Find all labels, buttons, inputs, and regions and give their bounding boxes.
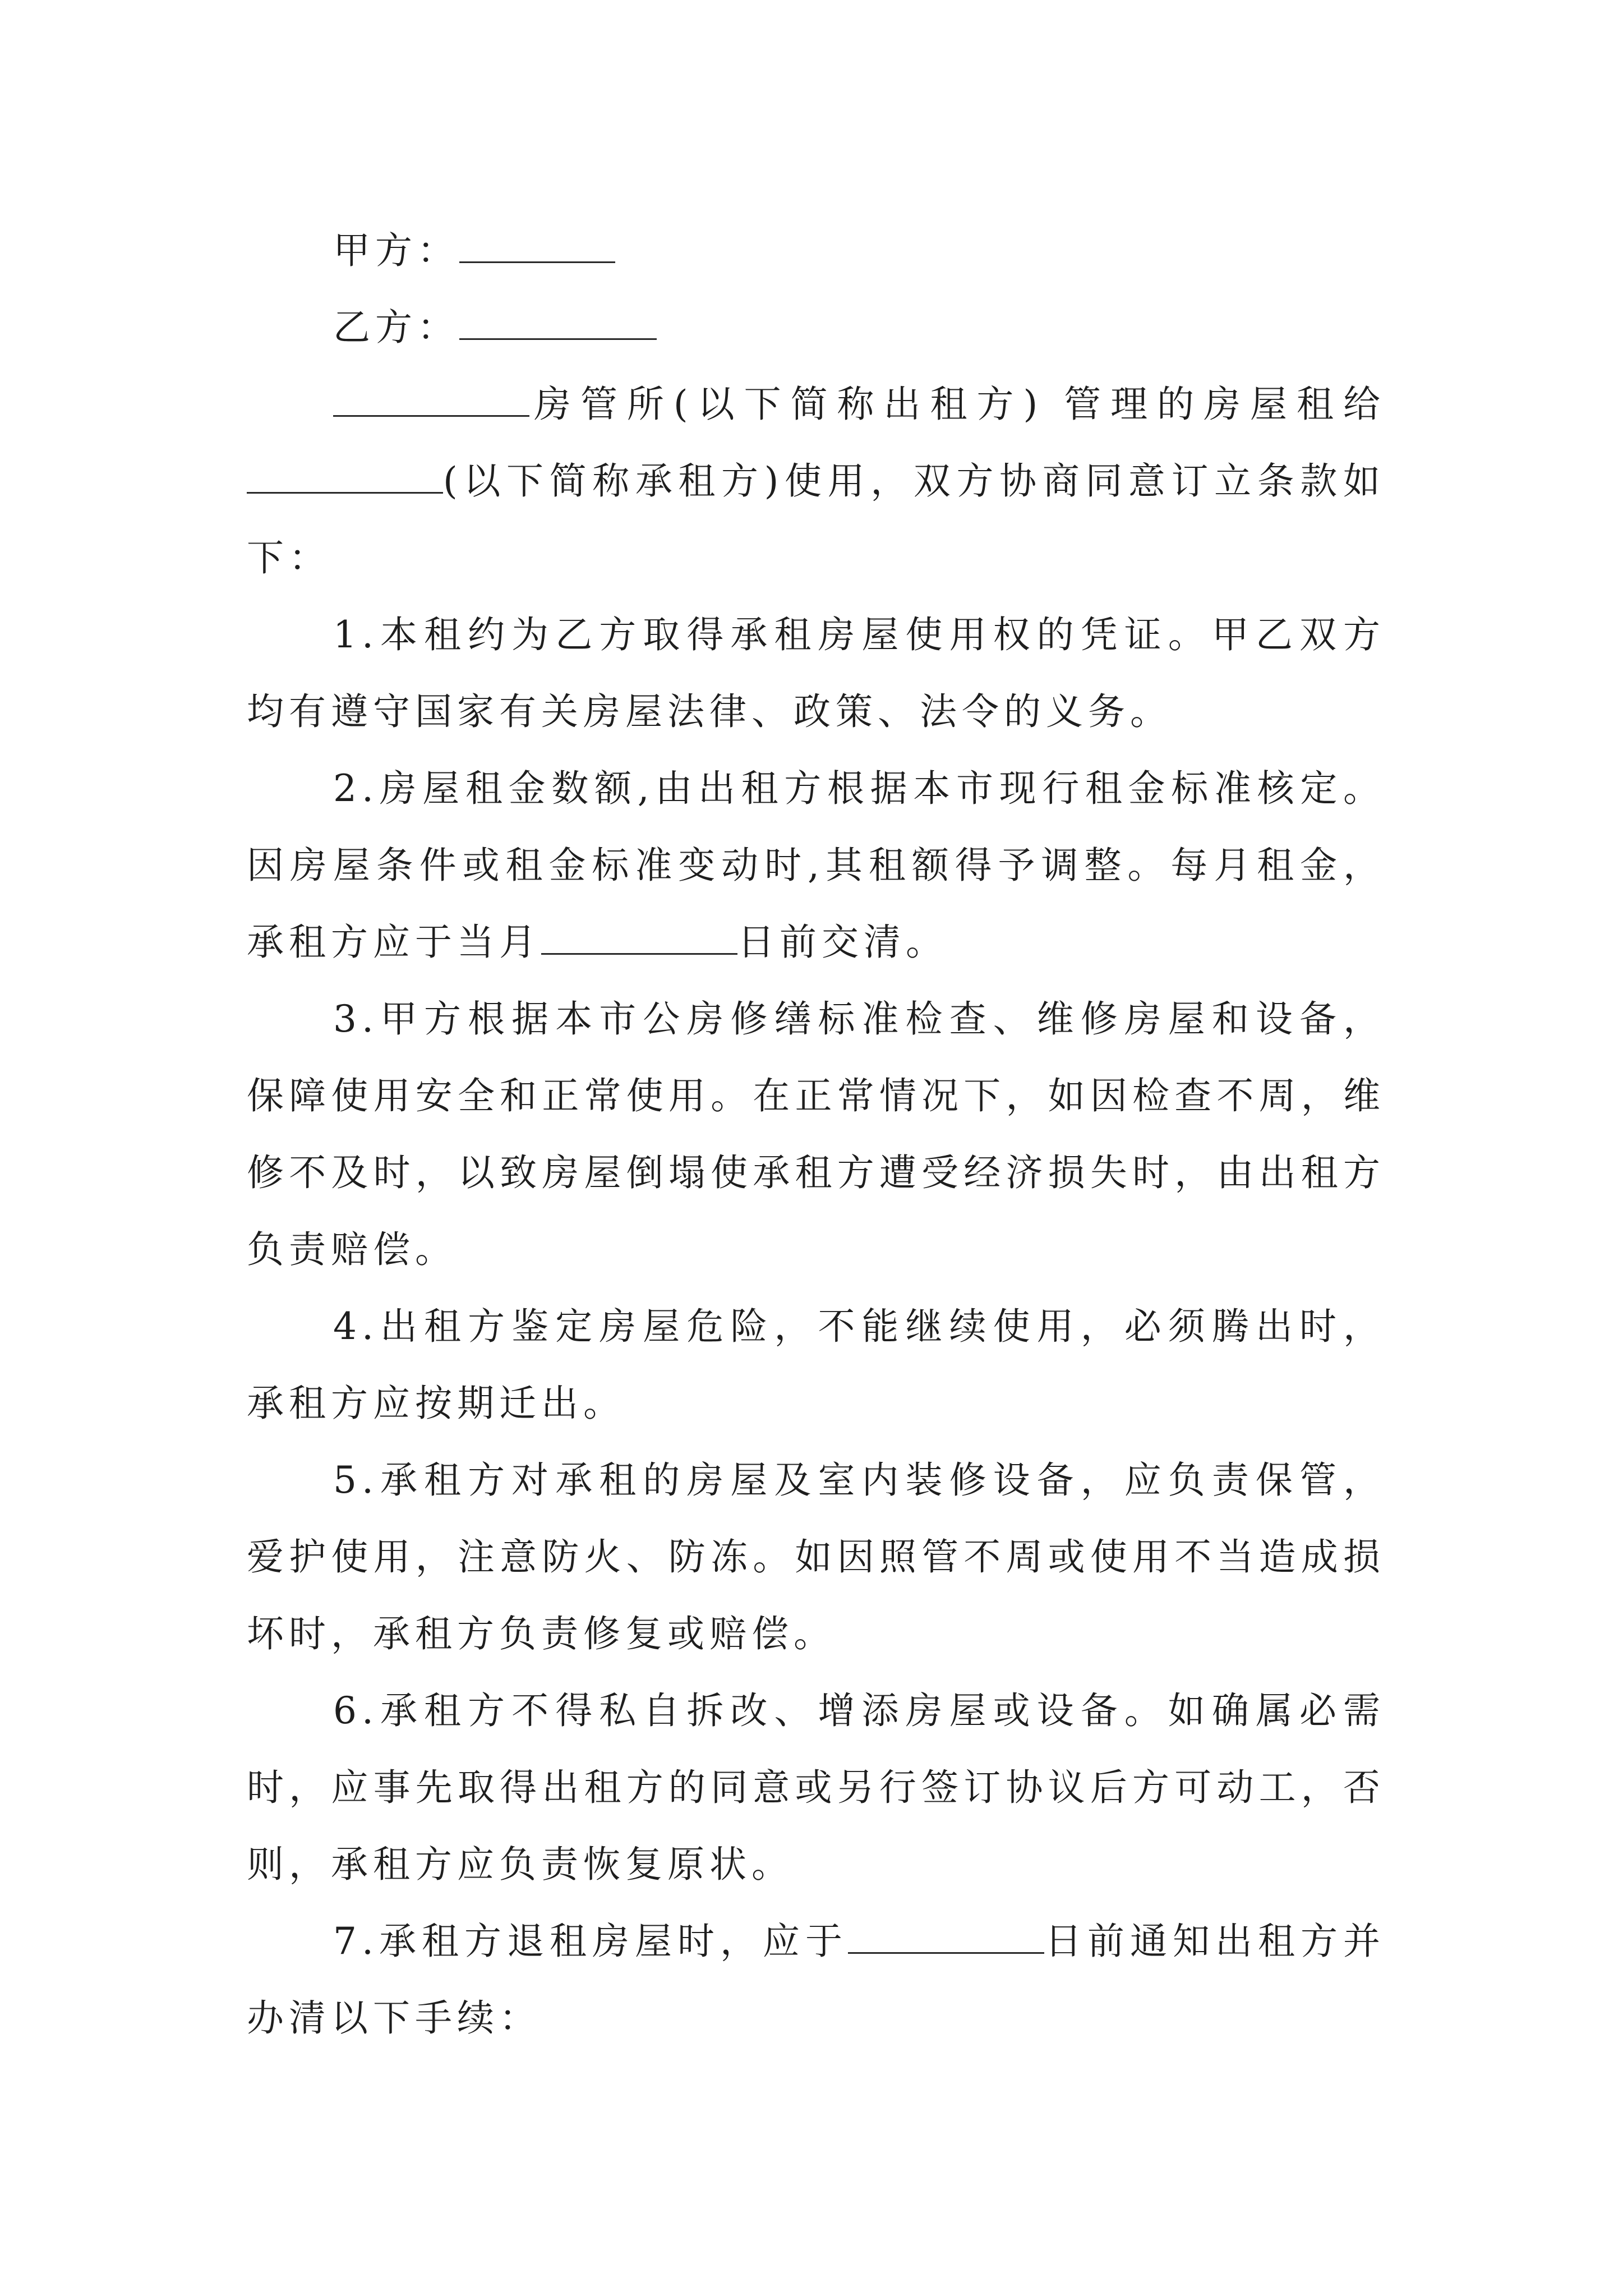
lease-agreement-body [247,212,1385,2056]
clause-4: 4.出租方鉴定房屋危险，不能继续使用，必须腾出时，承租方应按期迁出。 [247,1305,1385,1425]
intro-part2: (以下简称承租方)使用，双方协商同意订立条款如下： [247,459,1385,579]
party-b-blank [459,303,657,340]
intro-part1: 房管所(以下简称出租方) 管理的房屋租给 [529,383,1385,426]
clause-6: 6.承租方不得私自拆改、增添房屋或设备。如确属必需时，应事先取得出租方的同意或另行签订协议后方可动工，否则，承租方应负责恢复原状。 [247,1689,1385,1886]
tenant-name-blank [247,457,443,494]
notice-day-blank [848,1917,1044,1954]
party-a-blank [459,227,615,263]
housing-office-blank [333,380,529,417]
party-a-line [247,212,1385,289]
clause-3: 3.甲方根据本市公房修缮标准检查、维修房屋和设备，保障使用安全和正常使用。在正常情况下，如因检查不周，维修不及时，以致房屋倒塌使承租方遭受经济损失时，由出租方负责赔偿。 [247,997,1385,1271]
clause-7-text: 7.承租方退租房屋时，应于 [333,1920,848,1963]
party-b-label: 乙方： [333,306,459,349]
clause-2 [247,750,1385,981]
clause-2-text: 2.房屋租金数额,由出租方根据本市现行租金标准核定。因房屋条件或租金标准变动时,其租额得予调整。每月租金，承租方应于当月 [247,767,1385,964]
rent-day-blank [541,918,737,955]
clause-5: 5.承租方对承租的房屋及室内装修设备，应负责保管，爱护使用，注意防火、防冻。如因照管不周或使用不当造成损坏时，承租方负责修复或赔偿。 [247,1458,1385,1655]
clause-2-tail: 日前交清。 [737,921,948,964]
intro-paragraph [247,366,1385,596]
clause-7 [247,1903,1385,2056]
party-a-label: 甲方： [333,229,459,272]
party-b-line [247,289,1385,366]
clause-1: 1.本租约为乙方取得承租房屋使用权的凭证。甲乙双方均有遵守国家有关房屋法律、政策、法令的义务。 [247,613,1385,733]
clause-7-tail: 日前通知出租方并办清以下手续： [247,1920,1385,2040]
